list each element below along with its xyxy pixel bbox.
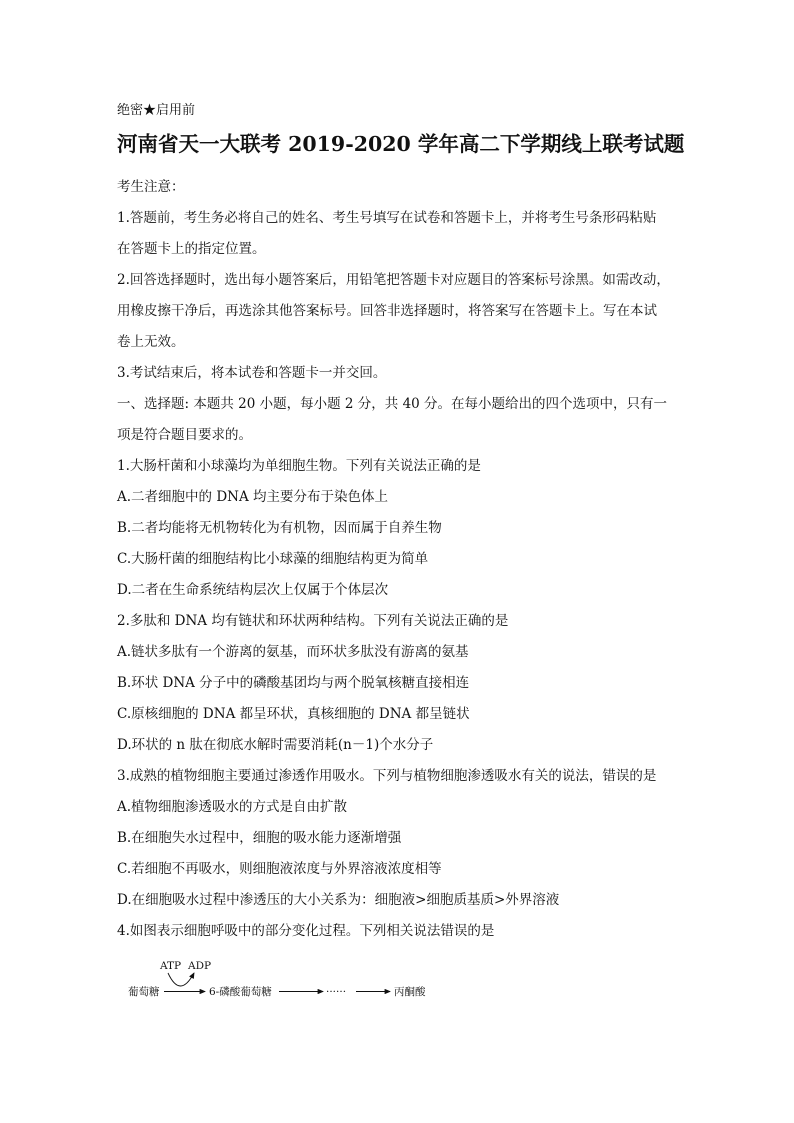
- atp-adp-curve: [168, 973, 194, 986]
- notice-line: 卷上无效。: [117, 334, 185, 350]
- question-option: B.二者均能将无机物转化为有机物，因而属于自养生物: [117, 520, 442, 536]
- question-stem: 1.大肠杆菌和小球藻均为单细胞生物。下列有关说法正确的是: [117, 458, 481, 474]
- respiration-diagram: [126, 955, 436, 1005]
- notice-line: 在答题卡上的指定位置。: [117, 241, 266, 257]
- dots-label: ······: [326, 986, 347, 998]
- question-option: C.若细胞不再吸水，则细胞液浓度与外界溶液浓度相等: [117, 861, 442, 877]
- notice-line: 2.回答选择题时，选出每小题答案后，用铅笔把答题卡对应题目的答案标号涂黑。如需改动，: [117, 272, 670, 288]
- section-heading: 一、选择题: 本题共 20 小题，每小题 2 分，共 40 分。在每小题给出的四个选项中，只有一: [117, 396, 668, 412]
- notice-heading: 考生注意：: [117, 179, 185, 195]
- secret-label: 绝密★启用前: [117, 103, 196, 118]
- pyruvate-label: 丙酮酸: [394, 986, 426, 998]
- section-heading-cont: 项是符合题目要求的。: [117, 427, 252, 443]
- question-option: C.原核细胞的 DNA 都呈环状，真核细胞的 DNA 都呈链状: [117, 706, 470, 722]
- question-option: D.二者在生命系统结构层次上仅属于个体层次: [117, 582, 389, 598]
- question-option: A.链状多肽有一个游离的氨基，而环状多肽没有游离的氨基: [117, 644, 469, 660]
- atp-label: ATP: [160, 960, 182, 972]
- glucose-label: 葡萄糖: [128, 986, 160, 998]
- question-stem: 4.如图表示细胞呼吸中的部分变化过程。下列相关说法错误的是: [117, 923, 495, 939]
- question-option: B.在细胞失水过程中，细胞的吸水能力逐渐增强: [117, 830, 402, 846]
- notice-line: 1.答题前，考生务必将自己的姓名、考生号填写在试卷和答题卡上，并将考生号条形码粘贴: [117, 210, 657, 226]
- notice-line: 用橡皮擦干净后，再选涂其他答案标号。回答非选择题时，将答案写在答题卡上。写在本试: [117, 303, 657, 319]
- question-stem: 2.多肽和 DNA 均有链状和环状两种结构。下列有关说法正确的是: [117, 613, 509, 629]
- question-option: D.在细胞吸水过程中渗透压的大小关系为：细胞液>细胞质基质>外界溶液: [117, 892, 560, 908]
- question-option: A.二者细胞中的 DNA 均主要分布于染色体上: [117, 489, 389, 505]
- adp-label: ADP: [188, 960, 212, 972]
- question-stem: 3.成熟的植物细胞主要通过渗透作用吸水。下列与植物细胞渗透吸水有关的说法，错误的是: [117, 768, 657, 784]
- notice-line: 3.考试结束后，将本试卷和答题卡一并交回。: [117, 365, 387, 381]
- question-option: B.环状 DNA 分子中的磷酸基团均与两个脱氧核糖直接相连: [117, 675, 470, 691]
- question-option: A.植物细胞渗透吸水的方式是自由扩散: [117, 799, 348, 815]
- question-option: C.大肠杆菌的细胞结构比小球藻的细胞结构更为简单: [117, 551, 429, 567]
- question-option: D.环状的 n 肽在彻底水解时需要消耗(n－1)个水分子: [117, 737, 434, 753]
- g6p-label: 6-磷酸葡萄糖: [209, 986, 272, 998]
- page-title: 河南省天一大联考 2019-2020 学年高二下学期线上联考试题: [117, 132, 685, 156]
